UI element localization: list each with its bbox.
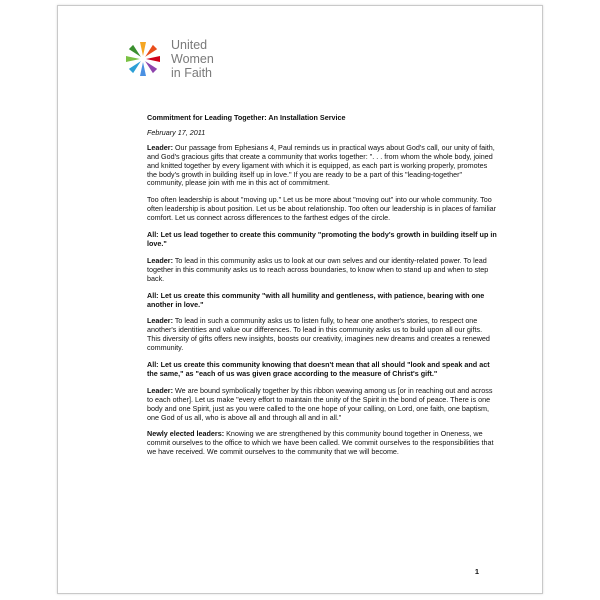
logo-petal xyxy=(126,56,140,62)
paragraph-text: Knowing we are strengthened by this community bound together in Oneness, we commit ourselves to the office to which we have been called. We commit ourselves to the responsibilities that we have received. We commit ourselves to the community that we will become. xyxy=(147,429,494,457)
speaker-label: Newly elected leaders: xyxy=(147,429,225,439)
logo-petal xyxy=(140,42,146,56)
logo-petal xyxy=(146,56,160,62)
paragraph-leader-3 xyxy=(147,317,497,353)
logo-line-3: in Faith xyxy=(171,66,212,80)
document-body xyxy=(147,114,497,465)
paragraph-text: We are bound symbolically together by this ribbon weaving among us [or in reaching out and across to each other]. Let us make "every effort to maintain the unity of the Spirit in the bond of peace. There is one body and one Spirit, just as you were called to the one hope of your calling, on Lord, one faith, one baptism, one God of us all, who is above all and through all and in all." xyxy=(147,385,493,422)
logo-petal xyxy=(143,59,157,73)
paragraph-text: To lead in such a community asks us to listen fully, to hear one another's stories, to respect one another's identities and value our differences. To lead in this community asks us to build upon all our gifts. This diversity of gifts offers new insights, boosts our creativity, imagines new dreams and creates a renewed community. xyxy=(147,316,490,353)
speaker-label: Leader: xyxy=(147,142,173,152)
paragraph-all-1: All: Let us lead together to create this community "promoting the body's growth in building itself up in love." xyxy=(147,230,497,248)
logo-petal xyxy=(143,45,157,59)
speaker-label: Leader: xyxy=(147,385,173,395)
paragraph-2: Too often leadership is about "moving up." Let us be more about "moving out" into our whole community. Too often leadership is about position. Let us be about relationship. Too often our leadership is in places of familiar comfort. Let us connect across differences to the farthest edges of the circle. xyxy=(147,195,497,223)
speaker-label: Leader: xyxy=(147,316,173,326)
paragraph-new-leaders xyxy=(147,430,497,457)
flower-logo-icon xyxy=(123,39,163,79)
logo-petal xyxy=(129,59,143,73)
logo-line-2: Women xyxy=(171,52,214,66)
logo-line-1: United xyxy=(171,38,208,52)
paragraph-all-3: All: Let us create this community knowing that doesn't mean that all should "look and speak and act the same," as "each of us was given grace according to the measure of Christ's gift." xyxy=(147,360,490,378)
logo-petal xyxy=(140,62,146,76)
paragraph-leader-2 xyxy=(147,257,497,284)
logo-petal xyxy=(129,45,143,59)
page-number: 1 xyxy=(474,567,479,576)
paragraph-leader-1 xyxy=(147,144,497,189)
document-date: February 17, 2011 xyxy=(147,127,206,137)
organization-logo xyxy=(123,38,214,80)
paragraph-text: Our passage from Ephesians 4, Paul reminds us in practical ways about God's call, our unity of faith, and God's gracious gifts that create a community that works together: ". . . from whom the whole body, joined and knitted together by every ligament with which it is equipped, as each part is working properly, promotes the body's growth in building itself up in love." If you are ready to be a part of this "leading-together" community, please join with me in this act of commitment. xyxy=(147,142,495,188)
paragraph-leader-4 xyxy=(147,387,497,423)
document-title: Commitment for Leading Together: An Installation Service xyxy=(147,113,346,122)
speaker-label: Leader: xyxy=(147,255,173,265)
document-page xyxy=(57,5,543,594)
paragraph-text: To lead in this community asks us to look at our own selves and our identity-related power. To lead together in this community asks us to reach across boundaries, to know when to stand up and when to step back. xyxy=(147,255,489,283)
logo-wordmark xyxy=(171,38,214,80)
paragraph-all-2: All: Let us create this community "with all humility and gentleness, with patience, bearing with one another in love." xyxy=(147,290,485,309)
